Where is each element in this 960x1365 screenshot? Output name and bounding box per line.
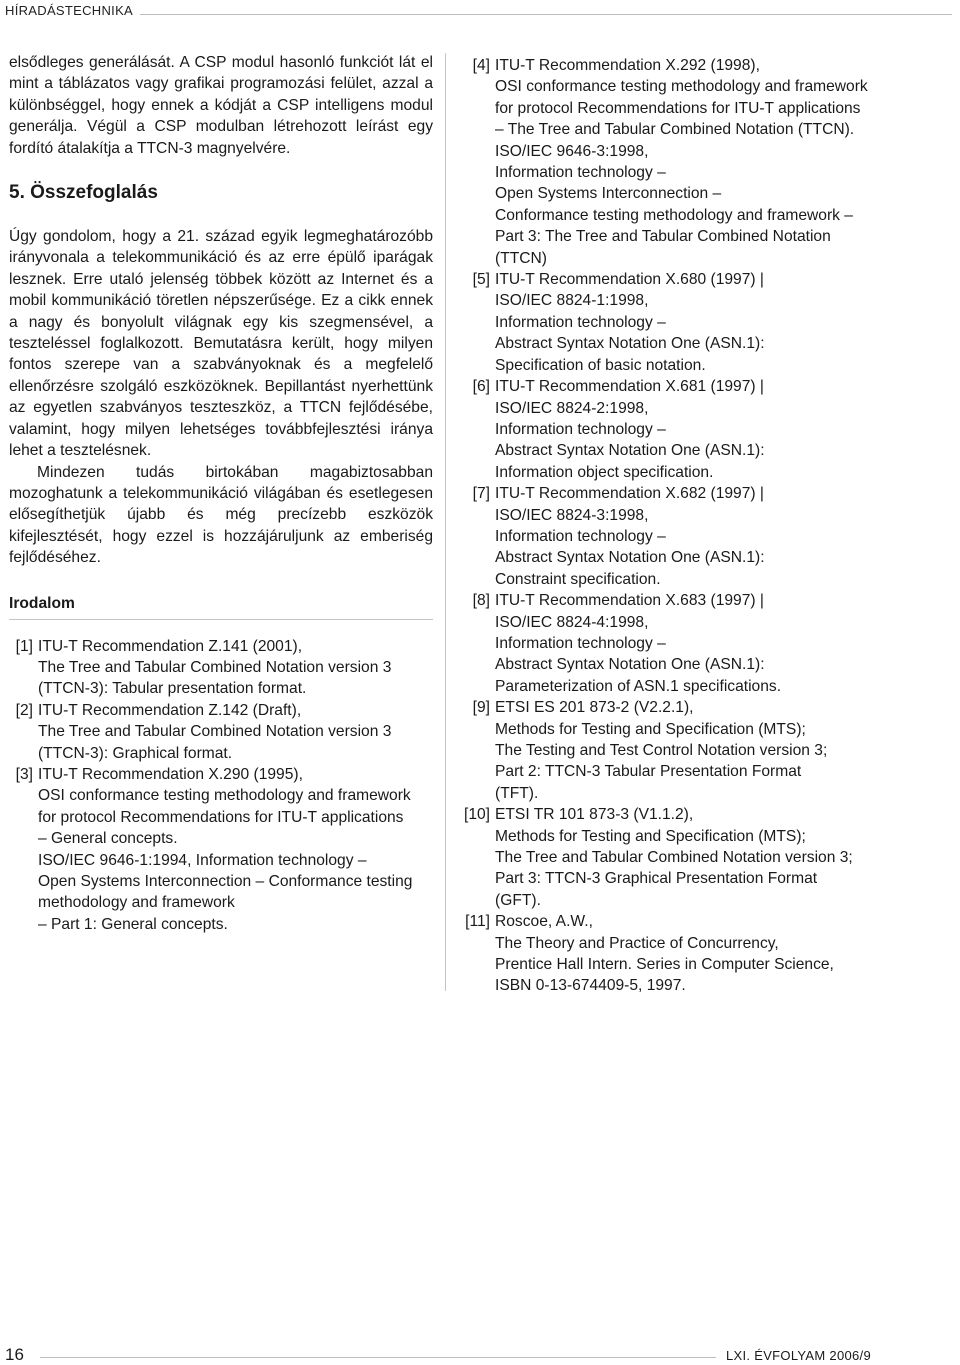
reference-list-right — [460, 55, 950, 997]
reference-item — [9, 764, 433, 935]
references-heading: Irodalom — [9, 594, 75, 612]
reference-line: ITU-T Recommendation Z.141 (2001), — [38, 637, 303, 655]
reference-item — [460, 697, 950, 804]
reference-line: The Tree and Tabular Combined Notation version 3 — [38, 723, 392, 741]
body-paragraph: Úgy gondolom, hogy a 21. század egyik legmeghatározóbb irányvonala a telekommunikáció és az erre épülő iparágak lesznek. Erre utaló jelenség többek között az Internet és a mobil kommunikáció töretlen népszerűsége. Ez a cikk ennek a nagy és bonyolult világnak egy kis szegmensével, a teszteléssel foglalkozott. Bemutatásra került, hogy milyen fontos szerepe van a szabványoknak és a megfelelő ellenőrzésre szolgáló eszközöknek. Bepillantást nyerhettünk az egyetlen szabványos teszteszköz, a TTCN fejlődésébe, valamint, hogy milyen lehetséges továbbfejlesztési iránya lehet a tesztelésnek. — [9, 228, 433, 460]
reference-number: [11] — [465, 913, 490, 931]
reference-line: ISBN 0-13-674409-5, 1997. — [495, 977, 686, 995]
reference-line: Abstract Syntax Notation One (ASN.1): — [495, 442, 765, 460]
reference-line: ITU-T Recommendation X.683 (1997) | — [495, 592, 764, 610]
reference-line: (GFT). — [495, 891, 541, 909]
reference-number: [1] — [15, 637, 33, 655]
reference-list-left — [9, 636, 433, 936]
page-number: 16 — [5, 1345, 24, 1364]
reference-line: OSI conformance testing methodology and framework — [38, 787, 411, 805]
reference-line: Information technology – — [495, 313, 666, 331]
journal-title: HÍRADÁSTECHNIKA — [5, 3, 134, 18]
reference-number: [2] — [15, 701, 33, 719]
reference-line: (TFT). — [495, 784, 539, 802]
reference-line: OSI conformance testing methodology and framework — [495, 78, 868, 96]
footer-rule — [40, 1357, 716, 1358]
reference-line: – Part 1: General concepts. — [38, 915, 228, 933]
reference-line: Abstract Syntax Notation One (ASN.1): — [495, 335, 765, 353]
reference-line: ITU-T Recommendation X.680 (1997) | — [495, 271, 764, 289]
reference-line: Abstract Syntax Notation One (ASN.1): — [495, 656, 765, 674]
reference-line: ITU-T Recommendation X.290 (1995), — [38, 765, 303, 783]
reference-item — [460, 55, 950, 269]
reference-line: – General concepts. — [38, 830, 178, 848]
reference-line: Part 3: TTCN-3 Graphical Presentation Format — [495, 870, 818, 888]
reference-line: The Tree and Tabular Combined Notation version 3; — [495, 849, 853, 867]
reference-line: Methods for Testing and Specification (MTS); — [495, 720, 806, 738]
reference-line: Information object specification. — [495, 463, 714, 481]
reference-line: Specification of basic notation. — [495, 356, 706, 374]
reference-line: Constraint specification. — [495, 570, 661, 588]
reference-line: Methods for Testing and Specification (MTS); — [495, 827, 806, 845]
reference-line: Open Systems Interconnection – — [495, 185, 722, 203]
reference-line: ISO/IEC 8824-4:1998, — [495, 613, 649, 631]
reference-line: ITU-T Recommendation X.682 (1997) | — [495, 485, 764, 503]
reference-line: The Testing and Test Control Notation version 3; — [495, 742, 828, 759]
reference-line: ISO/IEC 9646-3:1998, — [495, 142, 649, 160]
reference-number: [8] — [472, 592, 490, 610]
left-column — [9, 52, 433, 935]
reference-number: [5] — [472, 271, 490, 289]
reference-number: [6] — [472, 378, 490, 396]
reference-item — [460, 804, 950, 911]
reference-item — [9, 636, 433, 700]
reference-line: ISO/IEC 8824-1:1998, — [495, 292, 649, 310]
reference-number: [7] — [472, 485, 490, 503]
section-heading: 5. Összefoglalás — [9, 182, 158, 204]
reference-line: Prentice Hall Intern. Series in Computer Science, — [495, 956, 834, 974]
reference-line: (TTCN-3): Graphical format. — [38, 744, 233, 762]
reference-item — [460, 590, 950, 697]
reference-line: Roscoe, A.W., — [495, 913, 593, 931]
reference-line: ITU-T Recommendation X.292 (1998), — [495, 57, 760, 74]
reference-item — [460, 269, 950, 376]
reference-item — [460, 911, 950, 997]
reference-line: ITU-T Recommendation X.681 (1997) | — [495, 378, 764, 396]
reference-line: ISO/IEC 8824-3:1998, — [495, 506, 649, 524]
header-rule — [140, 14, 952, 15]
reference-line: ISO/IEC 9646-1:1994, Information technology – — [38, 851, 367, 869]
reference-line: Information technology – — [495, 634, 666, 652]
reference-line: Abstract Syntax Notation One (ASN.1): — [495, 549, 765, 567]
reference-line: The Tree and Tabular Combined Notation version 3 — [38, 658, 392, 676]
reference-line: ETSI ES 201 873-2 (V2.2.1), — [495, 699, 694, 717]
reference-line: ITU-T Recommendation Z.142 (Draft), — [38, 701, 302, 719]
reference-line: – The Tree and Tabular Combined Notation (TTCN). — [495, 121, 855, 139]
reference-line: ETSI TR 101 873-3 (V1.1.2), — [495, 806, 694, 824]
references-heading-row — [9, 592, 433, 616]
reference-line: methodology and framework — [38, 894, 235, 912]
reference-item — [9, 700, 433, 764]
reference-line: ISO/IEC 8824-2:1998, — [495, 399, 649, 417]
reference-line: Open Systems Interconnection – Conformance testing — [38, 873, 413, 890]
reference-line: Information technology – — [495, 527, 666, 545]
reference-item — [460, 483, 950, 590]
reference-line: Part 2: TTCN-3 Tabular Presentation Format — [495, 763, 802, 781]
reference-line: (TTCN-3): Tabular presentation format. — [38, 680, 307, 698]
reference-line: Information technology – — [495, 164, 666, 182]
reference-line: Parameterization of ASN.1 specifications. — [495, 677, 782, 695]
reference-line: Part 3: The Tree and Tabular Combined Notation — [495, 228, 831, 246]
body-paragraph: Mindezen tudás birtokában magabiztosabban mozoghatunk a telekommunikáció világában és esetlegesen elősegíthetjük újabb és még precízebb eszközök kifejlesztését, hogy ezzel is hozzájáruljunk az emberiség fejlődéséhez. — [9, 463, 433, 567]
body-paragraph: elsődleges generálását. A CSP modul hasonló funkciót lát el mint a táblázatos vagy grafikai programozási felület, azzal a különbséggel, hogy ennek a kódját a CSP intelligens modul generálja. Végül a CSP modulban létrehozott leírást egy fordító átalakítja a TTCN-3 magnyelvére. — [9, 54, 433, 157]
reference-number: [3] — [15, 765, 33, 783]
issue-label: LXI. ÉVFOLYAM 2006/9 — [726, 1348, 871, 1363]
reference-number: [10] — [463, 806, 490, 824]
reference-line: for protocol Recommendations for ITU-T applications — [38, 808, 404, 826]
reference-line: Information technology – — [495, 420, 666, 438]
reference-line: Conformance testing methodology and framework – — [495, 206, 853, 224]
reference-item — [460, 376, 950, 483]
reference-line: (TTCN) — [495, 249, 547, 267]
references-rule — [9, 619, 433, 620]
reference-number: [9] — [472, 699, 490, 717]
reference-line: The Theory and Practice of Concurrency, — [495, 934, 779, 952]
reference-line: for protocol Recommendations for ITU-T applications — [495, 99, 861, 117]
column-divider — [445, 53, 446, 991]
reference-number: [4] — [472, 57, 490, 74]
